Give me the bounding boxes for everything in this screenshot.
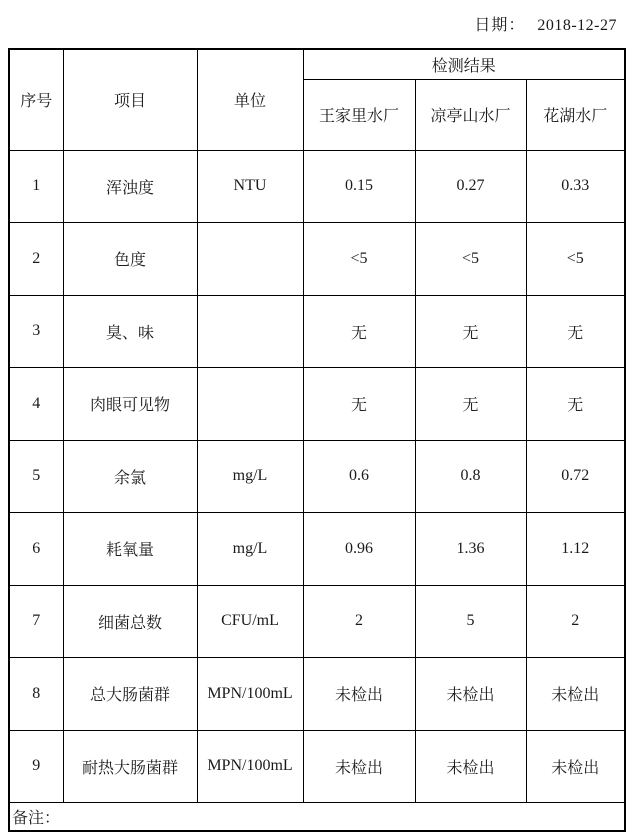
remarks-row: [9, 803, 625, 831]
header-row-results: [9, 49, 625, 79]
result-huahu: 无: [526, 368, 625, 441]
result-wangjiali: 无: [303, 295, 415, 368]
result-wangjiali: 无: [303, 368, 415, 441]
unit-value: mg/L: [197, 440, 303, 513]
result-huahu: 1.12: [526, 513, 625, 586]
item-name: 余氯: [63, 440, 197, 513]
result-wangjiali: 未检出: [303, 730, 415, 803]
result-wangjiali: <5: [303, 223, 415, 296]
table-row: [9, 513, 625, 586]
result-wangjiali: 0.96: [303, 513, 415, 586]
table-row: [9, 150, 625, 223]
table-row: [9, 730, 625, 803]
header-plant-wangjiali: 王家里水厂: [303, 79, 415, 150]
unit-value: MPN/100mL: [197, 730, 303, 803]
item-name: 细菌总数: [63, 585, 197, 658]
date-label: 日期：: [474, 17, 526, 34]
result-liangtingshan: <5: [415, 223, 526, 296]
header-plant-liangtingshan: 凉亭山水厂: [415, 79, 526, 150]
row-number: 2: [9, 223, 63, 296]
row-number: 6: [9, 513, 63, 586]
table-row: [9, 658, 625, 731]
table-row: [9, 223, 625, 296]
result-huahu: 未检出: [526, 658, 625, 731]
result-huahu: 0.33: [526, 150, 625, 223]
unit-value: [197, 368, 303, 441]
row-number: 3: [9, 295, 63, 368]
table-row: [9, 295, 625, 368]
header-results: 检测结果: [303, 49, 625, 79]
row-number: 1: [9, 150, 63, 223]
test-results-table: [8, 48, 626, 832]
result-liangtingshan: 无: [415, 368, 526, 441]
unit-value: MPN/100mL: [197, 658, 303, 731]
result-wangjiali: 未检出: [303, 658, 415, 731]
item-name: 浑浊度: [63, 150, 197, 223]
result-wangjiali: 2: [303, 585, 415, 658]
header-item: 项目: [63, 49, 197, 150]
table-body: [9, 150, 625, 803]
result-liangtingshan: 未检出: [415, 730, 526, 803]
item-name: 色度: [63, 223, 197, 296]
header-plant-huahu: 花湖水厂: [526, 79, 625, 150]
item-name: 肉眼可见物: [63, 368, 197, 441]
unit-value: [197, 223, 303, 296]
table-footer: [9, 803, 625, 831]
item-name: 总大肠菌群: [63, 658, 197, 731]
result-liangtingshan: 0.27: [415, 150, 526, 223]
result-liangtingshan: 1.36: [415, 513, 526, 586]
unit-value: [197, 295, 303, 368]
item-name: 耐热大肠菌群: [63, 730, 197, 803]
unit-value: NTU: [197, 150, 303, 223]
date-line: [474, 12, 617, 35]
result-liangtingshan: 未检出: [415, 658, 526, 731]
row-number: 9: [9, 730, 63, 803]
result-huahu: <5: [526, 223, 625, 296]
item-name: 臭、味: [63, 295, 197, 368]
table-row: [9, 368, 625, 441]
row-number: 8: [9, 658, 63, 731]
row-number: 5: [9, 440, 63, 513]
result-liangtingshan: 无: [415, 295, 526, 368]
header-no: 序号: [9, 49, 63, 150]
result-huahu: 未检出: [526, 730, 625, 803]
result-liangtingshan: 5: [415, 585, 526, 658]
result-liangtingshan: 0.8: [415, 440, 526, 513]
table-header: [9, 49, 625, 150]
result-huahu: 0.72: [526, 440, 625, 513]
item-name: 耗氧量: [63, 513, 197, 586]
row-number: 4: [9, 368, 63, 441]
table-row: [9, 585, 625, 658]
unit-value: mg/L: [197, 513, 303, 586]
header-unit: 单位: [197, 49, 303, 150]
remarks-cell: 备注：: [9, 803, 625, 831]
result-wangjiali: 0.6: [303, 440, 415, 513]
unit-value: CFU/mL: [197, 585, 303, 658]
table-row: [9, 440, 625, 513]
date-value: 2018-12-27: [537, 17, 617, 34]
result-huahu: 无: [526, 295, 625, 368]
row-number: 7: [9, 585, 63, 658]
result-huahu: 2: [526, 585, 625, 658]
result-wangjiali: 0.15: [303, 150, 415, 223]
